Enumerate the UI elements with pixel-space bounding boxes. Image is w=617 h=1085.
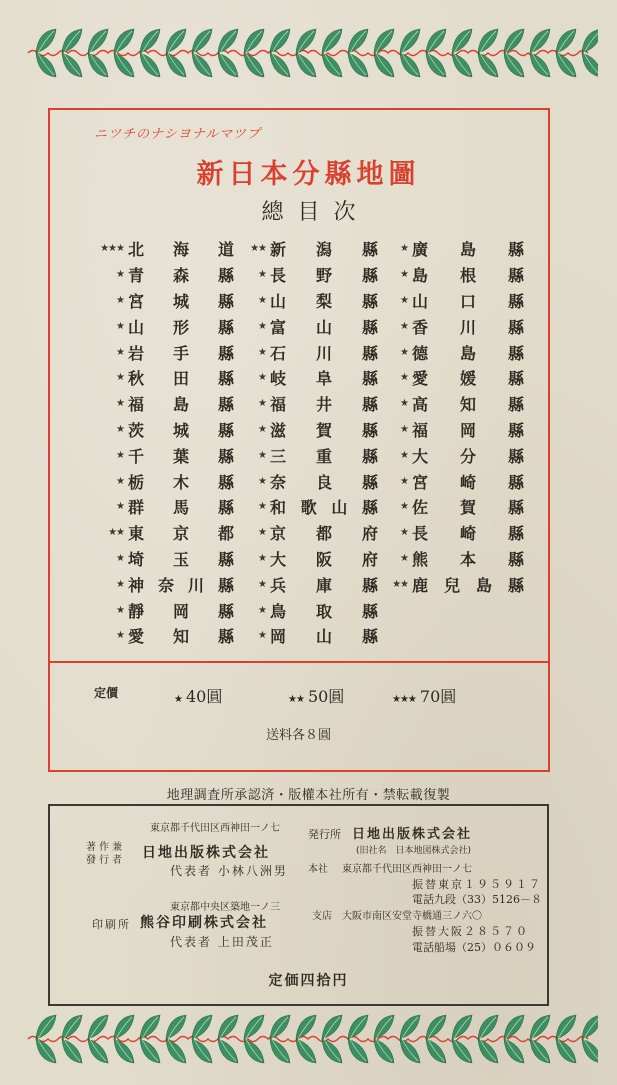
printer-representative: 代表者 上田茂正 [170,935,274,949]
prefecture-name: 佐 賀 縣 [412,498,524,518]
prefecture-column-2 [242,236,378,649]
rating-stars: ★ [116,346,124,358]
prefecture-entry [80,417,234,443]
list-price: 定価四拾円 [268,973,349,989]
contents-heading: 總目次 [261,200,370,225]
prefecture-name: 青 森 縣 [128,266,234,286]
price-tier-stars: ★★★ [392,694,416,705]
prefecture-entry [80,391,234,417]
prefecture-entry [80,468,234,494]
printer-role: 印刷所 [92,918,131,931]
rating-stars: ★ [258,475,266,487]
rating-stars: ★ [400,320,408,332]
rating-stars: ★ [400,398,408,410]
rating-stars: ★ [116,423,124,435]
rating-stars: ★★ [392,578,408,590]
price-tier-stars: ★ [174,694,182,705]
rating-stars: ★ [400,269,408,281]
prefecture-name: 宮 崎 縣 [412,472,524,492]
author-address: 東京都千代田区西神田一ノ七 [150,823,280,834]
prefecture-entry [242,597,378,623]
rating-stars: ★ [400,372,408,384]
prefecture-entry [378,288,524,314]
prefecture-name: 兵 庫 縣 [270,575,378,595]
map-title: 新日本分縣地圖 [196,159,421,190]
prefecture-name: 福 岡 縣 [412,420,524,440]
leaf-border-top [18,18,598,88]
prefecture-name: 岡 山 縣 [270,627,378,647]
osaka-transfer-account: 振替大阪２８５７０ [412,925,529,938]
printer-company: 熊谷印刷株式会社 [140,915,268,931]
prefecture-entry [80,365,234,391]
author-representative: 代表者 小林八洲男 [170,864,288,878]
prefecture-name: 三 重 縣 [270,446,378,466]
series-name: ニツチのナシヨナルマツプ [94,127,261,142]
prefecture-name: 長 野 縣 [270,266,378,286]
rating-stars: ★ [258,578,266,590]
prefecture-entry [378,494,524,520]
prefecture-entry [80,623,234,649]
rating-stars: ★ [116,552,124,564]
rating-stars: ★ [116,269,124,281]
rating-stars: ★ [400,423,408,435]
rating-stars: ★★★ [100,243,124,255]
prefecture-name: 福 井 縣 [270,395,378,415]
branch-label: 支店 [312,911,332,922]
prefecture-entry [80,571,234,597]
prefecture-entry [242,288,378,314]
prefecture-entry [378,365,524,391]
prefecture-name: 神 奈 川 縣 [128,575,234,595]
price-tier-1 [174,684,222,707]
rating-stars: ★ [116,449,124,461]
rating-stars: ★ [258,604,266,616]
prefecture-name: 群 馬 縣 [128,498,234,518]
prefecture-name: 岐 阜 縣 [270,369,378,389]
rating-stars: ★ [258,294,266,306]
prefecture-entry [242,262,378,288]
prefecture-name: 香 川 縣 [412,317,524,337]
prefecture-entry [242,391,378,417]
prefecture-entry [378,339,524,365]
prefecture-entry [242,339,378,365]
prefecture-name: 德 島 縣 [412,343,524,363]
prefecture-entry [378,236,524,262]
rating-stars: ★ [116,294,124,306]
prefecture-entry [80,520,234,546]
rating-stars: ★ [258,372,266,384]
publisher-role: 發行者 [86,855,125,866]
rating-stars: ★ [258,269,266,281]
prefecture-name: 廣 島 縣 [412,240,524,260]
rating-stars: ★ [258,630,266,642]
prefecture-name: 島 根 縣 [412,266,524,286]
prefecture-name: 高 知 縣 [412,395,524,415]
prefecture-entry [80,597,234,623]
rating-stars: ★ [116,372,124,384]
prefecture-entry [378,442,524,468]
author-role: 著作兼 [86,842,125,853]
osaka-phone: 電話船場（25）０６０９ [412,941,536,954]
prefecture-entry [378,520,524,546]
price-tier-value: 40圓 [185,687,223,706]
prefecture-name: 栃 木 縣 [128,472,234,492]
rights-notice: 地理調査所承認済・版權本社所有・禁転載復製 [166,788,451,803]
rating-stars: ★ [258,423,266,435]
prefecture-name: 奈 良 縣 [270,472,378,492]
prefecture-name: 東 京 都 [128,524,234,544]
prefecture-entry [378,313,524,339]
rating-stars: ★ [400,243,408,255]
rating-stars: ★ [116,604,124,616]
prefecture-entry [378,468,524,494]
prefecture-entry [242,571,378,597]
prefecture-entry [242,365,378,391]
prefecture-entry [80,546,234,572]
price-label: 定價 [94,686,119,700]
prefecture-entry [80,288,234,314]
prefecture-name: 山 梨 縣 [270,291,378,311]
price-divider [48,661,548,663]
prefecture-name: 京 都 府 [270,524,378,544]
prefecture-name: 愛 媛 縣 [412,369,524,389]
rating-stars: ★★ [108,527,124,539]
prefecture-entry [242,236,378,262]
prefecture-entry [378,391,524,417]
author-company: 日地出版株式会社 [142,845,270,861]
rating-stars: ★ [400,501,408,513]
prefecture-name: 鹿 兒 島 縣 [412,575,524,595]
leaf-border-bottom [18,1004,598,1074]
rating-stars: ★ [116,398,124,410]
rating-stars: ★★ [250,243,266,255]
prefecture-name: 滋 賀 縣 [270,420,378,440]
prefecture-name: 千 葉 縣 [128,446,234,466]
rating-stars: ★ [400,552,408,564]
former-company-name: (旧社名 日本地図株式会社) [356,846,472,856]
rating-stars: ★ [258,398,266,410]
rating-stars: ★ [400,294,408,306]
prefecture-name: 茨 城 縣 [128,420,234,440]
prefecture-name: 富 山 縣 [270,317,378,337]
prefecture-name: 北 海 道 [128,240,234,260]
price-tier-3 [392,684,456,707]
prefecture-entry [80,236,234,262]
rating-stars: ★ [258,346,266,358]
prefecture-name: 福 島 縣 [128,395,234,415]
prefecture-name: 新 潟 縣 [270,240,378,260]
prefecture-name: 大 分 縣 [412,446,524,466]
prefecture-entry [242,468,378,494]
prefecture-name: 鳥 取 縣 [270,601,378,621]
prefecture-entry [378,417,524,443]
prefecture-entry [378,546,524,572]
price-tier-value: 70圓 [419,687,457,706]
prefecture-name: 和 歌 山 縣 [270,498,378,518]
prefecture-name: 靜 岡 縣 [128,601,234,621]
rating-stars: ★ [116,501,124,513]
rating-stars: ★ [116,475,124,487]
tokyo-transfer-account: 振替東京１９５９１７ [412,878,542,891]
prefecture-column-1 [80,236,234,649]
prefecture-entry [242,417,378,443]
rating-stars: ★ [116,320,124,332]
rating-stars: ★ [258,552,266,564]
prefecture-name: 埼 玉 縣 [128,549,234,569]
prefecture-entry [242,442,378,468]
prefecture-entry [378,262,524,288]
price-tier-value: 50圓 [307,687,345,706]
prefecture-name: 長 崎 縣 [412,524,524,544]
head-office-label: 本社 [308,864,328,875]
prefecture-column-3 [378,236,524,597]
prefecture-entry [80,262,234,288]
prefecture-name: 大 阪 府 [270,549,378,569]
prefecture-entry [80,339,234,365]
prefecture-entry [80,494,234,520]
price-tier-2 [288,684,344,707]
rating-stars: ★ [258,501,266,513]
price-tier-stars: ★★ [288,694,304,705]
printer-address: 東京都中央区築地一ノ三 [170,902,280,913]
rating-stars: ★ [116,630,124,642]
head-office-address: 東京都千代田区西神田一ノ七 [342,864,472,875]
issuer-company: 日地出版株式会社 [352,827,473,842]
rating-stars: ★ [258,527,266,539]
rating-stars: ★ [258,320,266,332]
prefecture-name: 山 形 縣 [128,317,234,337]
prefecture-entry [80,313,234,339]
prefecture-name: 宮 城 縣 [128,291,234,311]
prefecture-entry [80,442,234,468]
rating-stars: ★ [400,346,408,358]
prefecture-entry [242,494,378,520]
prefecture-name: 秋 田 縣 [128,369,234,389]
prefecture-entry [242,546,378,572]
prefecture-entry [242,520,378,546]
prefecture-name: 石 川 縣 [270,343,378,363]
prefecture-entry [242,623,378,649]
prefecture-entry [378,571,524,597]
tokyo-phone: 電話九段（33）5126－８ [412,893,542,906]
branch-address: 大阪市南区安堂寺橋通三ノ六〇 [342,911,482,922]
issuer-role: 発行所 [308,828,341,841]
shipping-note: 送料各８圓 [266,728,332,743]
rating-stars: ★ [400,449,408,461]
prefecture-entry [242,313,378,339]
prefecture-name: 山 口 縣 [412,291,524,311]
rating-stars: ★ [400,475,408,487]
prefecture-name: 熊 本 縣 [412,549,524,569]
rating-stars: ★ [400,527,408,539]
rating-stars: ★ [258,449,266,461]
rating-stars: ★ [116,578,124,590]
prefecture-name: 岩 手 縣 [128,343,234,363]
prefecture-name: 愛 知 縣 [128,627,234,647]
